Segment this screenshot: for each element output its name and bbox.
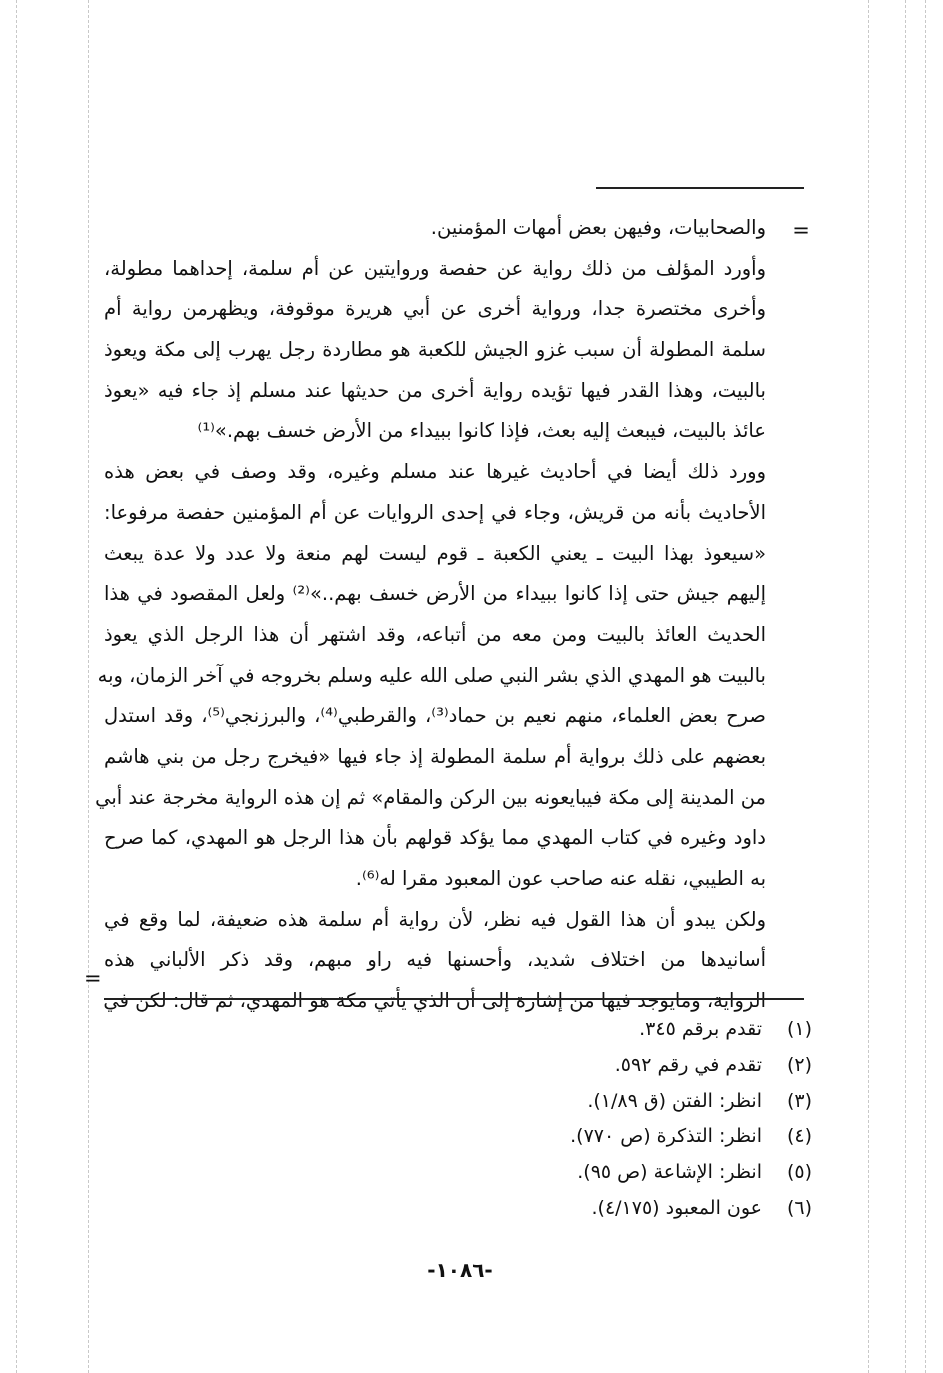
footnote-text: تقدم برقم ٣٤٥. [639,1018,762,1040]
scan-edge-left [88,0,89,1373]
text-line: سلمة المطولة أن سبب غزو الجيش للكعبة هو مطاردة رجل يهرب إلى مكة ويعوذ [104,338,766,362]
text-line: الحديث العائذ بالبيت ومن معه من أتباعه، وقد اشتهر أن هذا الرجل الذي يعوذ [104,622,766,646]
text-line: «سيعوذ بهذا البيت ـ يعني الكعبة ـ قوم ليست لهم منعة ولا عدد ولا عدة يبعث [104,541,766,565]
text-line: والصحابيات، وفيهن بعض أمهات المؤمنين. [430,216,766,239]
footnote-4 [500,1119,812,1155]
footnote-2 [500,1048,812,1084]
footnote-text: انظر: الفتن (ق ١/٨٩). [587,1089,762,1112]
footnote-3 [500,1084,812,1120]
text-line: بالبيت، وهذا القدر فيها تؤيده رواية أخرى من حديثها عند مسلم إذ جاء فيه «يعوذ [104,378,766,402]
text-line: عائذ بالبيت، فيبعث إليه بعث، فإذا كانوا ببيداء من الأرض خسف بهم.»⁽¹⁾ [197,419,766,443]
text-line: بالبيت هو المهدي الذي بشر النبي صلى الله عليه وسلم بخروجه في آخر الزمان، وبه [97,663,766,687]
footnote-text: انظر: الإشاعة (ص ٩٥). [577,1161,762,1184]
footnote-text: عون المعبود (٤/١٧٥). [591,1196,762,1219]
scan-edge-right-outer [925,0,926,1373]
footnote-number: (٢) [786,1053,812,1076]
text-line: الأحاديث بأنه من قريش، وجاء في إحدى الروايات عن أم المؤمنين حفصة مرفوعا: [104,500,766,524]
scan-edge-right [868,0,869,1373]
text-line: وورد ذلك أيضا في أحاديث غيرها عند مسلم وغيره، وقد وصف في بعض هذه [104,460,766,484]
main-text-block [95,208,766,1022]
text-line: داود وغيره في كتاب المهدي مما يؤكد قولهم بأن هذا الرجل هو المهدي، كما صرح [104,826,766,850]
text-line: الرواية، ومايوجد فيها من إشارة إلى أن الذي يأتي مكة هو المهدي، ثم قال: لكن في [103,989,766,1013]
text-line: ولكن يبدو أن هذا القول فيه نظر، لأن رواية أم سلمة هذه ضعيفة، لما وقع في [104,907,766,931]
text-line: وأخرى مختصرة جدا، ورواية أخرى عن أبي هريرة موقوفة، ويظهرمن رواية أم [104,297,766,321]
top-separator-rule [596,187,804,189]
text-line: أسانيدها من اختلاف شديد، وأحسنها فيه راو مبهم، وقد ذكر الألباني هذه [104,948,766,972]
footnote-number: (٣) [786,1089,812,1112]
text-line: إليهم جيش حتى إذا كانوا ببيداء من الأرض خسف بهم..»⁽²⁾ ولعل المقصود في هذا [104,582,766,606]
footnote-separator-rule [104,998,804,1000]
footnote-number: (١) [786,1018,812,1040]
text-line: بعضهم على ذلك برواية أم سلمة المطولة إذ جاء فيها «فيخرج رجل من بني هاشم [104,744,766,768]
footnote-number: (٥) [786,1161,812,1184]
text-line: صرح بعض العلماء، منهم نعيم بن حماد⁽³⁾، والقرطبي⁽⁴⁾، والبرزنجي⁽⁵⁾، وقد استدل [104,704,766,728]
continuation-mark: = [792,218,810,242]
scan-edge-left-outer [16,0,17,1373]
footnote-text: انظر: التذكرة (ص ٧٧٠). [570,1125,762,1148]
scan-edge-right-inner [905,0,906,1373]
text-line: به الطيبي، نقله عنه صاحب عون المعبود مقرا له⁽⁶⁾. [355,867,766,890]
footnote-number: (٤) [786,1125,812,1148]
footnote-text: تقدم في رقم ٥٩٢. [614,1053,762,1076]
footnote-number: (٦) [786,1196,812,1219]
footnote-6 [500,1191,812,1227]
footnote-1 [500,1012,812,1048]
footnote-5 [500,1155,812,1191]
end-continuation-mark: = [84,966,102,990]
text-line: وأورد المؤلف من ذلك رواية عن حفصة وروايتين عن أم سلمة، إحداهما مطولة، [104,256,766,280]
footnotes-block [500,1012,812,1227]
page-number: -١٠٨٦- [427,1258,493,1282]
text-line: من المدينة إلى مكة فيبايعونه بين الركن والمقام» ثم إن هذه الرواية مخرجة عند أبي [95,785,766,809]
